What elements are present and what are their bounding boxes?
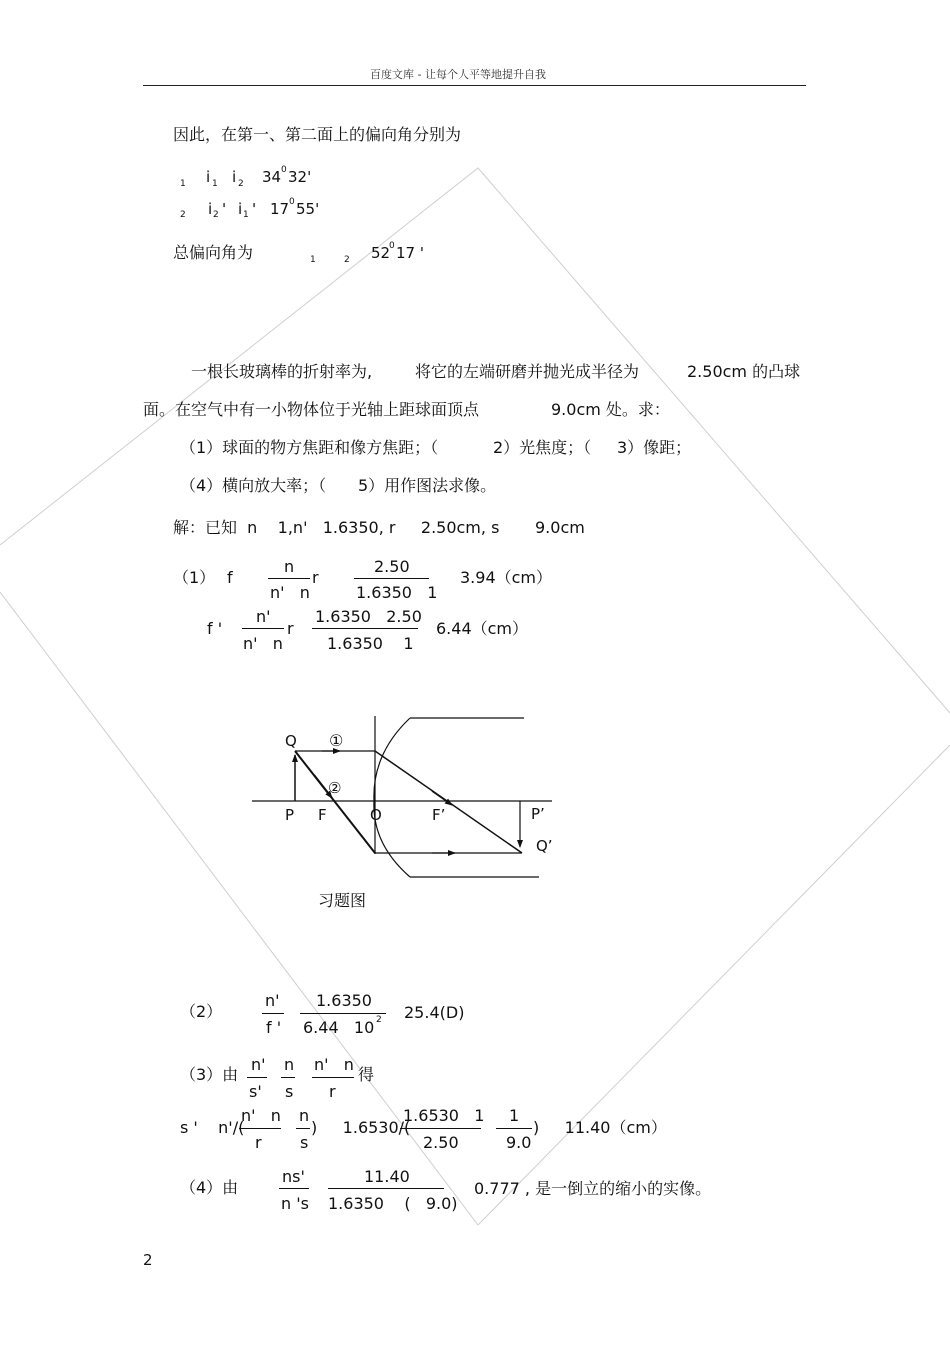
intro-text: 因此，在第一、第二面上的偏向角分别为	[173, 125, 462, 144]
angle-value: 52	[371, 244, 391, 262]
fraction-bar	[239, 1128, 281, 1129]
fraction-bar	[242, 628, 284, 629]
fraction-denominator: 1.6350 ( 9.0)	[328, 1194, 458, 1213]
result-value: 0.777 , 是一倒立的缩小的实像。	[474, 1179, 712, 1198]
fraction-numerator: 2.50	[374, 557, 410, 576]
fraction-numerator: ns'	[282, 1167, 305, 1186]
page-number: 2	[143, 1251, 153, 1269]
fraction-denominator: n 's	[281, 1194, 309, 1213]
ray-2-incident	[295, 751, 375, 853]
question-text: 3）像距；	[617, 438, 692, 457]
question-text: （1）球面的物方焦距和像方焦距；（	[180, 438, 439, 457]
fraction-denominator: s	[285, 1082, 294, 1101]
result-value: 6.44（cm）	[436, 619, 529, 638]
fraction-numerator: 1	[509, 1106, 520, 1125]
symbol-i: i	[208, 200, 213, 218]
symbol-sub: 2	[238, 179, 244, 189]
fraction-denominator: 2.50	[423, 1133, 459, 1152]
fraction-numerator: n	[284, 1055, 295, 1074]
step-label: （1）	[173, 568, 216, 587]
delta-sub: 1	[180, 179, 186, 189]
fraction-numerator: n	[284, 557, 295, 576]
symbol-f-prime: f '	[207, 619, 223, 638]
fraction-numerator: n' n	[314, 1055, 354, 1074]
degree-sup: 0	[289, 197, 295, 207]
text-de: 得	[358, 1065, 375, 1084]
given-values: 解：已知 n 1,n' 1.6350, r 2.50cm, s 9.0cm	[173, 518, 585, 537]
fraction-denominator: 6.44 10	[303, 1018, 375, 1037]
fraction-bar	[268, 578, 310, 579]
equation-middle: ) 1.6530/(	[311, 1118, 411, 1137]
fraction-numerator: 11.40	[364, 1167, 410, 1186]
angle-value: 17	[270, 200, 290, 218]
symbol-sub: 2	[213, 210, 219, 220]
fraction-numerator: n'	[256, 607, 271, 626]
degree-sup: 0	[389, 241, 395, 251]
fraction-numerator: 1.6350	[316, 991, 372, 1010]
angle-value: 34	[262, 168, 282, 186]
ray-diagram	[252, 714, 552, 884]
label-P: P	[285, 806, 295, 824]
fraction-bar	[312, 1077, 354, 1078]
exponent: 2	[376, 1015, 382, 1025]
delta-sub: 2	[180, 210, 186, 220]
fraction-numerator: n'	[251, 1055, 266, 1074]
symbol-r: r	[287, 619, 294, 638]
symbol-i: i	[232, 168, 237, 186]
result-value: 3.94（cm）	[460, 568, 553, 587]
fraction-numerator: 1.6530 1	[403, 1106, 485, 1125]
question-text: 5）用作图法求像。	[358, 476, 497, 495]
label-O: O	[370, 806, 382, 824]
fraction-bar	[312, 628, 418, 629]
step-label: （4）由	[180, 1178, 239, 1197]
fraction-bar	[279, 1188, 309, 1189]
label-ray-1: ①	[329, 731, 344, 750]
step-label: （3）由	[180, 1065, 239, 1084]
fraction-bar	[300, 1013, 386, 1014]
prime-mark: '	[222, 200, 227, 218]
fraction-denominator: s'	[249, 1082, 262, 1101]
fraction-denominator: 9.0	[506, 1133, 532, 1152]
fraction-bar	[400, 1128, 481, 1129]
figure-caption: 习题图	[318, 891, 367, 910]
symbol-i: i	[206, 168, 211, 186]
result-value: 25.4(D)	[404, 1003, 465, 1022]
fraction-bar	[496, 1128, 532, 1129]
angle-value: 32'	[288, 168, 312, 186]
fraction-bar	[262, 1013, 284, 1014]
fraction-numerator: n' n	[241, 1106, 281, 1125]
symbol-f: f	[227, 568, 233, 587]
problem-text: 一根长玻璃棒的折射率为,	[191, 362, 373, 381]
label-P-prime: P’	[531, 805, 545, 823]
fraction-denominator: n' n	[243, 634, 283, 653]
fraction-denominator: f '	[266, 1018, 282, 1037]
equation-lhs: s ' n'/(	[180, 1118, 245, 1137]
symbol-sub: 1	[243, 210, 249, 220]
problem-text: 面。在空气中有一小物体位于光轴上距球面顶点	[143, 400, 480, 419]
delta-sub: 1	[310, 255, 316, 265]
result-value: ) 11.40（cm）	[533, 1118, 667, 1137]
problem-text: 9.0cm 处。求：	[551, 400, 670, 419]
label-Q-prime: Q’	[536, 837, 553, 855]
degree-sup: 0	[281, 165, 287, 175]
fraction-bar	[296, 1128, 310, 1129]
problem-text: 将它的左端研磨并抛光成半径为	[415, 362, 640, 381]
ray-1-arrow	[432, 791, 452, 805]
fraction-bar	[247, 1077, 267, 1078]
fraction-denominator: r	[329, 1082, 336, 1101]
fraction-denominator: n' n	[270, 583, 310, 602]
label-F: F	[318, 806, 327, 824]
question-text: （4）横向放大率；（	[180, 476, 327, 495]
problem-text: 2.50cm 的凸球	[687, 362, 801, 381]
symbol-r: r	[312, 568, 319, 587]
fraction-bar	[354, 578, 429, 579]
page-header: 百度文库 - 让每个人平等地提升自我	[370, 68, 546, 81]
label-F-prime: F’	[432, 806, 446, 824]
fraction-bar	[281, 1077, 295, 1078]
step-label: （2）	[180, 1002, 223, 1021]
symbol-sub: 1	[212, 179, 218, 189]
angle-value: 17 '	[396, 244, 424, 262]
total-label: 总偏向角为	[173, 243, 254, 262]
fraction-denominator: s	[300, 1133, 309, 1152]
fraction-denominator: 1.6350 1	[356, 583, 438, 602]
symbol-i: i	[238, 200, 243, 218]
delta-sub: 2	[344, 255, 350, 265]
header-rule	[143, 85, 806, 86]
question-text: 2）光焦度；（	[493, 438, 592, 457]
fraction-numerator: n	[299, 1106, 310, 1125]
fraction-numerator: n'	[265, 991, 280, 1010]
fraction-denominator: r	[255, 1133, 262, 1152]
fraction-bar	[328, 1188, 444, 1189]
label-Q: Q	[285, 732, 297, 750]
fraction-numerator: 1.6350 2.50	[315, 607, 422, 626]
angle-value: 55'	[296, 200, 320, 218]
label-ray-2: ②	[328, 779, 342, 797]
fraction-denominator: 1.6350 1	[327, 634, 414, 653]
prime-mark: '	[252, 200, 257, 218]
